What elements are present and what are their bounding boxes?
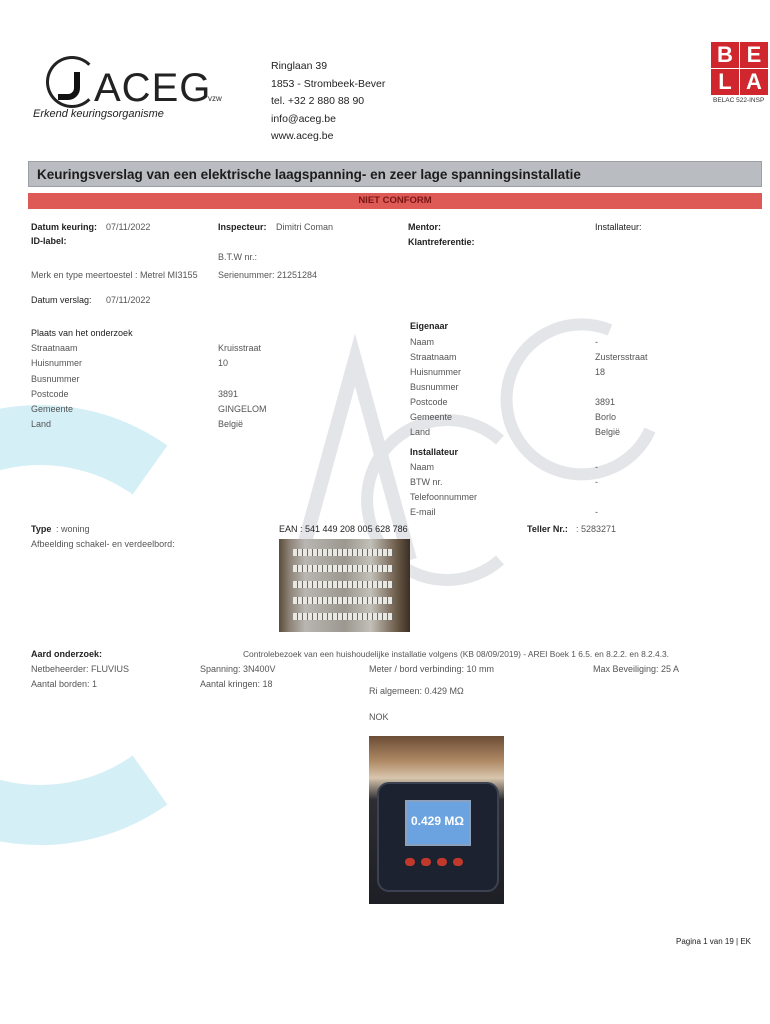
status-bar	[28, 193, 762, 209]
installateur-label-row: Naam	[410, 462, 435, 472]
btw-label: B.T.W nr.:	[218, 252, 258, 262]
plaats-label: Busnummer	[31, 374, 80, 384]
plaats-value: België	[218, 419, 244, 429]
report-title-bar	[28, 161, 762, 187]
belac-letter: B	[711, 42, 739, 68]
contact-email[interactable]: info@aceg.be	[271, 112, 336, 125]
contact-phone: tel. +32 2 880 88 90	[271, 95, 365, 108]
inspecteur-value: Dimitri Coman	[276, 222, 334, 232]
teller-label: Teller Nr.:	[527, 524, 568, 534]
ean-value: EAN : 541 449 208 005 628 786	[279, 524, 408, 534]
eigenaar-value: België	[595, 427, 621, 437]
plaats-label: Land	[31, 419, 52, 429]
aard-text: Controlebezoek van een huishoudelijke installatie volgens (KB 08/09/2019) - AREI Boek 1 6.5. en 8.2.2. en 8.2.4.3.	[243, 649, 670, 659]
nok-label: NOK	[369, 712, 389, 722]
eigenaar-label: Naam	[410, 337, 435, 347]
belac-letter: L	[711, 69, 739, 95]
id-label: ID-label:	[31, 236, 67, 246]
contact-block	[271, 58, 385, 146]
plaats-label: Straatnaam	[31, 343, 78, 353]
aceg-logo-mark	[58, 72, 80, 100]
eigenaar-heading: Eigenaar	[410, 321, 449, 331]
installateur-value: -	[595, 507, 598, 517]
datum-keuring-label: Datum keuring:	[31, 222, 98, 232]
meter-device	[377, 782, 499, 892]
plaats-value: GINGELOM	[218, 404, 267, 414]
contact-website[interactable]: www.aceg.be	[271, 130, 334, 143]
logo-text: ACEG	[94, 66, 212, 110]
belac-logo	[705, 42, 770, 112]
meter-screen	[405, 800, 471, 846]
belac-number: BELAC 522-INSP	[713, 97, 765, 104]
eigenaar-label: Busnummer	[410, 382, 459, 392]
plaats-value: 10	[218, 358, 229, 368]
distribution-board-photo	[279, 539, 410, 632]
measurement-device-photo	[369, 736, 504, 904]
report-title: Keuringsverslag van een elektrische laagspanning- en zeer lage spanningsinstallatie	[37, 167, 581, 182]
ri-algemeen: Ri algemeen: 0.429 MΩ	[369, 686, 464, 696]
eigenaar-label: Huisnummer	[410, 367, 462, 377]
eigenaar-value: Borlo	[595, 412, 617, 422]
eigenaar-value: 18	[595, 367, 606, 377]
datum-keuring-value: 07/11/2022	[106, 222, 151, 232]
installateur-label-row: Telefoonnummer	[410, 492, 478, 502]
installateur-label-row: E-mail	[410, 507, 436, 517]
plaats-value: Kruisstraat	[218, 343, 262, 353]
afbeelding-label: Afbeelding schakel- en verdeelbord:	[31, 539, 175, 549]
logo-subtitle: Erkend keuringsorganisme	[33, 108, 164, 120]
plaats-label: Huisnummer	[31, 358, 83, 368]
meertoestel: Merk en type meertoestel : Metrel MI3155	[31, 270, 198, 280]
belac-letter: A	[740, 69, 768, 95]
plaats-heading: Plaats van het onderzoek	[31, 328, 133, 338]
type-label: Type	[31, 524, 52, 534]
type-value: : woning	[56, 524, 90, 534]
plaats-label: Postcode	[31, 389, 69, 399]
aantal-kringen: Aantal kringen: 18	[200, 679, 273, 689]
eigenaar-value: -	[595, 337, 598, 347]
datum-verslag-value: 07/11/2022	[106, 295, 151, 305]
installateur-label: Installateur:	[595, 222, 642, 232]
plaats-value: 3891	[218, 389, 239, 399]
meter-bord-verbinding: Meter / bord verbinding: 10 mm	[369, 664, 495, 674]
serienummer: Serienummer: 21251284	[218, 270, 318, 280]
spanning: Spanning: 3N400V	[200, 664, 276, 674]
installateur-heading: Installateur	[410, 447, 459, 457]
eigenaar-value: Zustersstraat	[595, 352, 648, 362]
belac-letter: E	[740, 42, 768, 68]
eigenaar-label: Land	[410, 427, 431, 437]
inspecteur-label: Inspecteur:	[218, 222, 267, 232]
datum-verslag-label: Datum verslag:	[31, 295, 92, 305]
eigenaar-label: Gemeente	[410, 412, 453, 422]
contact-address: Ringlaan 39	[271, 60, 328, 72]
mentor-label: Mentor:	[408, 222, 441, 232]
eigenaar-value: 3891	[595, 397, 616, 407]
eigenaar-label: Postcode	[410, 397, 448, 407]
teller-value: : 5283271	[576, 524, 617, 534]
netbeheerder: Netbeheerder: FLUVIUS	[31, 664, 130, 674]
logo-suffix: vzw	[208, 94, 222, 103]
status-badge: NIET CONFORM	[358, 195, 432, 206]
meter-reading: 0.429 MΩ	[411, 814, 464, 828]
contact-city: 1853 - Strombeek-Bever	[271, 77, 386, 90]
page-number: Pagina 1 van 19 | EK	[676, 937, 752, 946]
installateur-value: -	[595, 462, 598, 472]
klantreferentie-label: Klantreferentie:	[408, 237, 475, 247]
max-beveiliging: Max Beveiliging: 25 A	[593, 664, 680, 674]
aantal-borden: Aantal borden: 1	[31, 679, 98, 689]
installateur-value: -	[595, 477, 598, 487]
eigenaar-label: Straatnaam	[410, 352, 457, 362]
installateur-label-row: BTW nr.	[410, 477, 443, 487]
plaats-label: Gemeente	[31, 404, 74, 414]
aard-label: Aard onderzoek:	[31, 649, 103, 659]
